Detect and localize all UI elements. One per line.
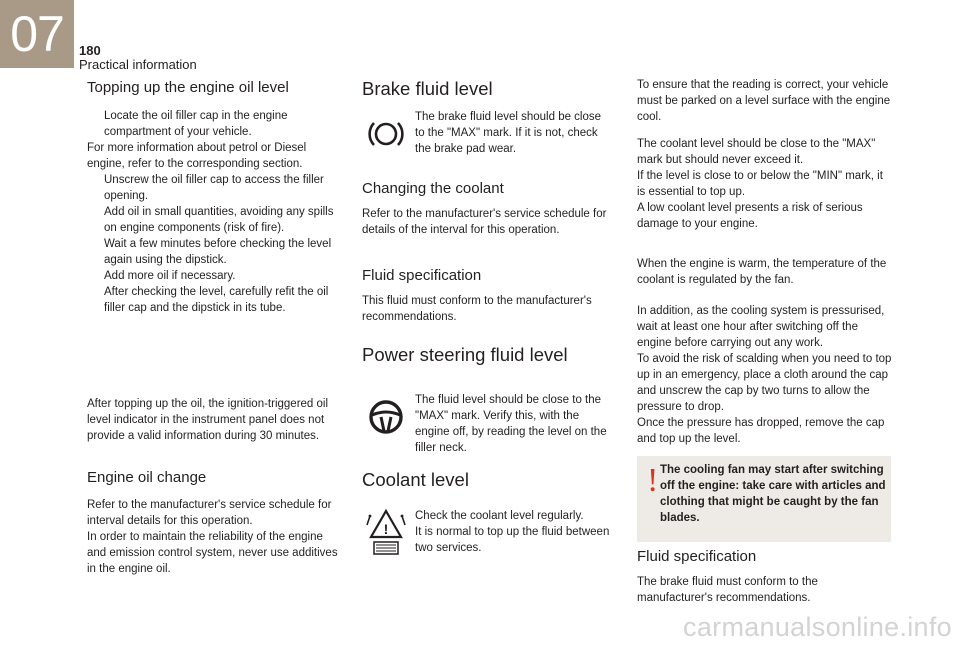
coolant-warning-icon [365,507,407,557]
bullet-item [87,236,345,268]
bullet-text: After checking the level, carefully refit the oil filler cap and the dipstick in its tube. [104,286,329,314]
steering-wheel-icon [366,397,406,437]
coolant-reading-note [637,77,893,125]
paragraph: In order to maintain the reliability of the engine and emission control system, never use additives in the engine oil. [87,531,338,575]
bullet-item [87,268,345,284]
paragraph: Once the pressure has dropped, remove the cap and top up the level. [637,417,885,445]
topping-up-heading: Topping up the engine oil level [87,79,289,96]
paragraph: To ensure that the reading is correct, your vehicle must be parked on a level surface with the engine cool. [637,79,891,123]
bullet-text: Add oil in small quantities, avoiding any spills on engine components (risk of fire). [104,206,334,234]
paragraph: The brake fluid level should be close to the "MAX" mark. If it is not, check the brake pad wear. [415,111,602,155]
bullet-item [87,284,345,316]
bullet-item [87,204,345,236]
oil-change-section [87,468,345,577]
coolant-level-guidance [637,136,893,232]
exclamation-icon: ! [647,462,659,499]
svg-text:!: ! [383,521,389,537]
brake-fluid-heading: Brake fluid level [362,78,493,99]
section-name: Practical information [79,57,197,72]
paragraph: Refer to the manufacturer's service schedule for details of the interval for this operation. [362,208,607,236]
paragraph: In addition, as the cooling system is pressurised, wait at least one hour after switching off the engine before carrying out any work. [637,305,885,349]
changing-coolant-heading: Changing the coolant [362,180,504,197]
brake-warning-icon [366,117,406,151]
changing-coolant-text [362,206,612,238]
oil-change-heading: Engine oil change [87,469,207,486]
paragraph: After topping up the oil, the ignition-triggered oil level indicator in the instrument panel does not provide a valid information during 30 minutes. [87,398,329,442]
paragraph: If the level is close to or below the "MIN" mark, it is essential to top up. [637,170,883,198]
paragraph: A low coolant level presents a risk of serious damage to your engine. [637,202,863,230]
pressure-safety-note [637,303,895,447]
power-steering-text [415,392,613,456]
fluid-spec-text [362,293,612,325]
bullet-text: Unscrew the oil filler cap to access the filler opening. [104,174,324,202]
chapter-tab: 07 [0,0,74,68]
paragraph: The fluid level should be close to the "MAX" mark. Verify this, with the engine off, by reading the level on the filler neck. [415,394,607,454]
page-number: 180 [79,43,101,58]
bullet-text: Locate the oil filler cap in the engine compartment of your vehicle. [104,110,288,138]
paragraph: For more information about petrol or Diesel engine, refer to the corresponding section. [87,142,307,170]
paragraph: Refer to the manufacturer's service schedule for interval details for this operation. [87,499,332,527]
brake-fluid-text [415,109,613,157]
coolant-level-text [415,508,613,556]
fluid-spec-heading: Fluid specification [362,267,482,284]
power-steering-heading: Power steering fluid level [362,344,568,365]
fan-warning-box [637,456,891,542]
paragraph: The brake fluid must conform to the manufacturer's recommendations. [637,576,818,604]
paragraph: The coolant level should be close to the "MAX" mark but should never exceed it. [637,138,876,166]
bullet-item [87,172,345,204]
brake-fluid-spec-text [637,574,837,606]
paragraph: It is normal to top up the fluid between two services. [415,526,610,554]
fan-regulation-note [637,256,893,288]
after-topping-note [87,396,345,444]
paragraph: This fluid must conform to the manufacturer's recommendations. [362,295,592,323]
bullet-item [87,108,345,140]
paragraph: To avoid the risk of scalding when you need to top up in an emergency, place a cloth around the cap and unscrew the cap by two turns to allow the pressure to drop. [637,353,892,413]
coolant-level-heading: Coolant level [362,469,469,490]
bullet-text: Wait a few minutes before checking the level again using the dipstick. [104,238,332,266]
column-1 [87,78,345,316]
warning-text: The cooling fan may start after switching off the engine: take care with articles and clothing that might be caught by the fan blades. [660,464,886,524]
bullet-text: Add more oil if necessary. [104,270,236,282]
paragraph: When the engine is warm, the temperature of the coolant is regulated by the fan. [637,258,887,286]
brake-fluid-spec-heading: Fluid specification [637,548,757,565]
watermark: carmanualsonline.info [683,612,952,642]
paragraph: Check the coolant level regularly. [415,510,584,522]
